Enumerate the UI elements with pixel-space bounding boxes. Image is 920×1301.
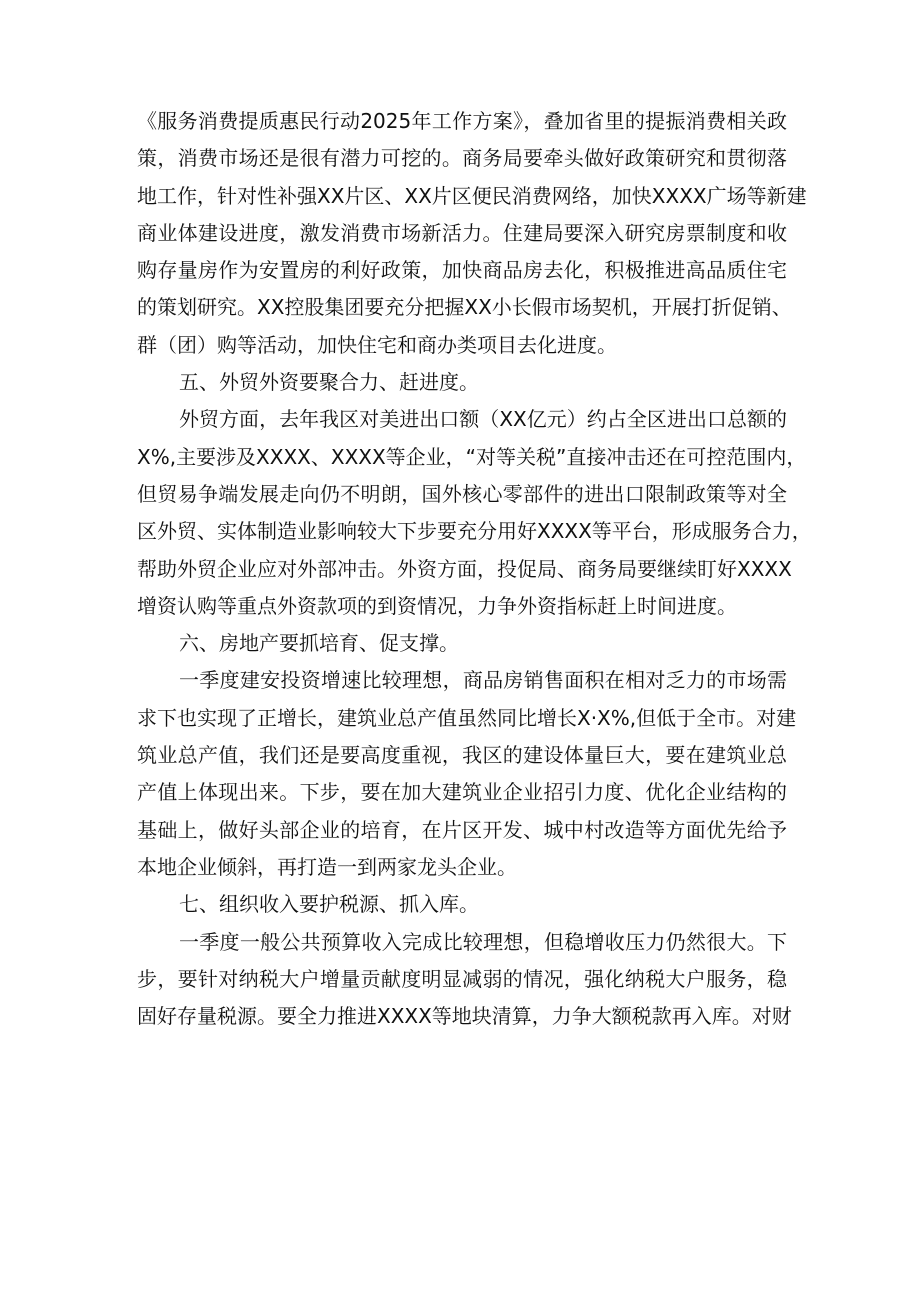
paragraph-last-line: 群（团）购等活动，加快住宅和商办类项目去化进度。 <box>137 332 617 357</box>
body-line: 地工作，针对性补强XX片区、XX片区便民消费网络，加快XXXX广场等新建 <box>137 183 807 208</box>
section-heading-7: 七、组织收入要护税源、抓入库。 <box>179 892 479 917</box>
paragraph-last-line: 本地企业倾斜，再打造一到两家龙头企业。 <box>137 854 517 879</box>
body-line: 《服务消费提质惠民行动2025年工作方案》，叠加省里的提振消费相关政 <box>137 109 787 133</box>
body-line: 求下也实现了正增长，建筑业总产值虽然同比增长X·X%,但低于全市。对建 <box>137 705 797 730</box>
body-line: 一季度一般公共预算收入完成比较理想，但稳增收压力仍然很大。下 <box>179 929 787 954</box>
body-line: 区外贸、实体制造业影响较大下步要充分用好XXXX等平台，形成服务合力， <box>137 519 812 544</box>
body-line: 固好存量税源。要全力推进XXXX等地块清算，力争大额税款再入库。对财 <box>137 1004 792 1029</box>
body-line: 帮助外贸企业应对外部冲击。外资方面，投促局、商务局要继续盯好XXXX <box>137 556 792 581</box>
body-line: X%,主要涉及XXXX、XXXX等企业，“对等关税”直接冲击还在可控范围内， <box>137 444 807 469</box>
body-line: 一季度建安投资增速比较理想，商品房销售面积在相对乏力的市场需 <box>179 668 787 693</box>
body-line: 商业体建设进度，激发消费市场新活力。住建局要深入研究房票制度和收 <box>137 220 787 245</box>
body-line: 基础上，做好头部企业的培育，在片区开发、城中村改造等方面优先给予 <box>137 817 787 842</box>
body-line: 筑业总产值，我们还是要高度重视，我区的建设体量巨大，要在建筑业总 <box>137 743 787 768</box>
body-line: 购存量房作为安置房的利好政策，加快商品房去化，积极推进高品质住宅 <box>137 258 787 283</box>
body-line: 产值上体现出来。下步，要在加大建筑业企业招引力度、优化企业结构的 <box>137 780 787 805</box>
body-line: 策，消费市场还是很有潜力可挖的。商务局要牵头做好政策研究和贯彻落 <box>137 146 787 171</box>
section-heading-6: 六、房地产要抓培育、促支撑。 <box>179 631 459 656</box>
body-line: 的策划研究。XX控股集团要充分把握XX小长假市场契机，开展打折促销、 <box>137 295 792 320</box>
section-heading-5: 五、外贸外资要聚合力、赶进度。 <box>179 370 479 395</box>
document-body <box>137 103 812 1035</box>
body-line: 步，要针对纳税大户增量贡献度明显减弱的情况，强化纳税大户服务，稳 <box>137 966 787 991</box>
body-line: 外贸方面，去年我区对美进出口额（XX亿元）约占全区进出口总额的 <box>179 407 787 432</box>
paragraph-last-line: 增资认购等重点外资款项的到资情况，力争外资指标赶上时间进度。 <box>137 593 737 618</box>
body-line: 但贸易争端发展走向仍不明朗，国外核心零部件的进出口限制政策等对全 <box>137 481 787 506</box>
